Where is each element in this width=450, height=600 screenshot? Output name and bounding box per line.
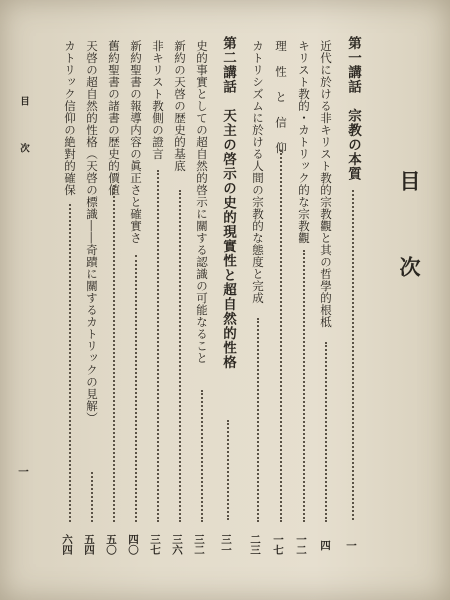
section-heading-2: 第二講話 天主の啓示の史的現實性と超自然的性格 [220,36,236,370]
leader-dots [201,390,203,522]
toc-page-1-2: 一二 [295,534,307,555]
section-heading-1: 第一講話 宗教の本質 [345,36,361,181]
toc-entry-2-5: 舊約聖書の諸書の歴史的價値 [107,40,121,196]
toc-page-1-3: 一七 [272,534,284,555]
toc-entry-2-6: 天啓の超自然的性格（天啓の標識――奇蹟に關するカトリックの見解） [85,40,99,424]
toc-page-2-6: 五四 [83,534,95,555]
leader-dots [257,318,259,522]
toc-entry-2-7: カトリック信仰の絶對的確保 [63,40,77,196]
leader-dots [303,250,305,522]
toc-entry-1-2: キリスト教的・カトリック的な宗教觀 [297,40,311,244]
toc-entry-1-1: 近代に於ける非キリスト教的宗教觀と其の哲學的根柢 [319,40,333,328]
toc-entry-2-3: 非キリスト教側の證言 [151,40,165,160]
leader-dots [325,342,327,522]
running-header: 目 次 [18,96,29,167]
leader-dots [280,150,282,522]
page-title: 目 次 [397,170,422,299]
leader-dots [227,420,229,520]
leader-dots [157,170,159,522]
toc-entry-2-1: 史的事實としての超自然的啓示に關する認識の可能なること [195,40,209,364]
leader-dots [113,185,115,522]
toc-page-2-5: 五〇 [105,534,117,555]
leader-dots [352,190,354,520]
leader-dots [179,190,181,522]
toc-page-2-7: 六四 [61,534,73,555]
toc-page-1-1: 四 [319,540,331,551]
toc-entry-2-2: 新約の天啓の歴史的基底 [173,40,187,172]
leader-dots [135,255,137,522]
leader-dots [69,204,71,522]
folio-number: 一 [17,466,29,477]
toc-page-2-2: 三六 [171,534,183,555]
toc-page-2-3: 三七 [149,534,161,555]
toc-page-1-4: 二三 [249,534,261,555]
section-page-2: 三一 [220,534,232,555]
toc-page-2-4: 四〇 [127,534,139,555]
leader-dots [91,472,93,522]
toc-page-2-1: 三二 [193,534,205,555]
toc-entry-2-4: 新約聖書の報導内容の眞正さと確實さ [129,40,143,244]
toc-entry-1-4: カトリシズムに於ける人間の宗教的な態度と完成 [251,40,265,304]
toc-entry-1-3: 理性と信仰 [274,40,288,168]
section-page-1: 一 [345,540,357,551]
